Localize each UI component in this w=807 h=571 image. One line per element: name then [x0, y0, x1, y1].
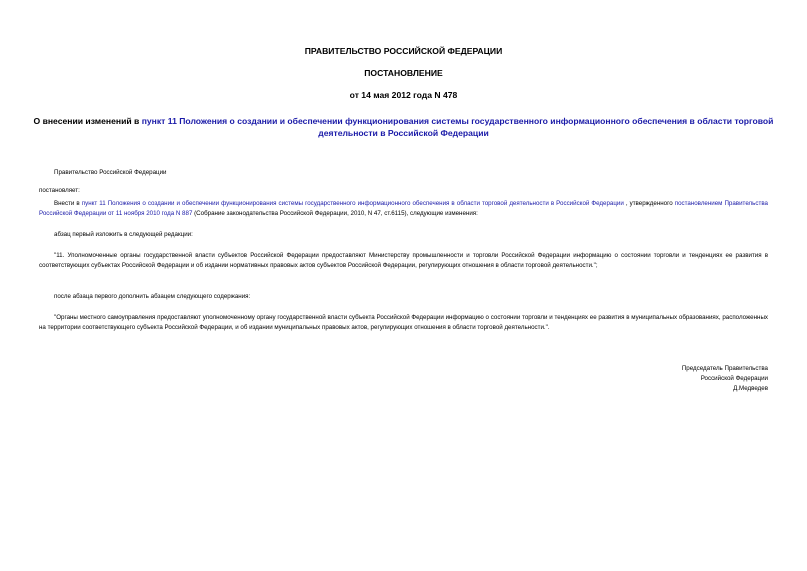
paragraph-first-abzac: абзац первый изложить в следующей редакции:: [54, 231, 193, 238]
government-heading: ПРАВИТЕЛЬСТВО РОССИЙСКОЙ ФЕДЕРАЦИИ: [304, 46, 503, 56]
document-type-heading: ПОСТАНОВЛЕНИЕ: [364, 68, 443, 78]
paragraph-new-text-11: "11. Уполномоченные органы государственной власти субъектов Российской Федерации предоставляют Министерству промышленности и торговли Российской Федерации информацию о состоянии торговли и тенденциях ее развития в соответствующих субъектах Российской Федерации и об издании нормативных правовых актов субъектов Российской Федерации, регулирующих отношения в области торговой деятельности.";: [39, 252, 768, 269]
paragraph-government: Правительство Российской Федерации: [54, 169, 167, 176]
paragraph-decrees: постановляет:: [39, 187, 80, 194]
amendment-prefix: Внести в: [54, 200, 82, 207]
paragraph-amendment: [39, 199, 768, 218]
amendment-mid: , утвержденного: [623, 200, 675, 207]
signature-position: Председатель Правительства: [681, 365, 768, 372]
signature-country: Российской Федерации: [700, 375, 768, 382]
link-resolution-887[interactable]: постановлением Правительства Российской Федерации от 11 ноября 2010 года N 887: [39, 200, 768, 217]
link-point-11-regulation[interactable]: пункт 11 Положения о создании и обеспечении функционирования системы государственного информационного обеспечения в области торговой деятельности в Российской Федерации: [81, 200, 624, 207]
signature-name: Д.Медведев: [733, 385, 768, 392]
title-prefix: О внесении изменений в: [33, 116, 142, 126]
date-number-heading: от 14 мая 2012 года N 478: [349, 90, 458, 100]
title-link-point-11[interactable]: пункт 11 Положения о создании и обеспечении функционирования системы государственного информационного обеспечения в области торговой деятельности в Российской Федерации: [141, 116, 774, 138]
document-title: [30, 115, 777, 139]
paragraph-add-abzac: после абзаца первого дополнить абзацем следующего содержания:: [54, 293, 251, 300]
paragraph-local-government: "Органы местного самоуправления предоставляют уполномоченному органу государственной власти субъекта Российской Федерации информацию о состоянии торговли и тенденциях ее развития в муниципальных образованиях, расположенных на территории соответствующего субъекта Российской Федерации, и об издании муниципальных правовых актов, регулирующих отношения в области торговой деятельности.".: [39, 314, 768, 331]
amendment-suffix: (Собрание законодательства Российской Федерации, 2010, N 47, ст.6115), следующие изменения:: [192, 209, 478, 217]
